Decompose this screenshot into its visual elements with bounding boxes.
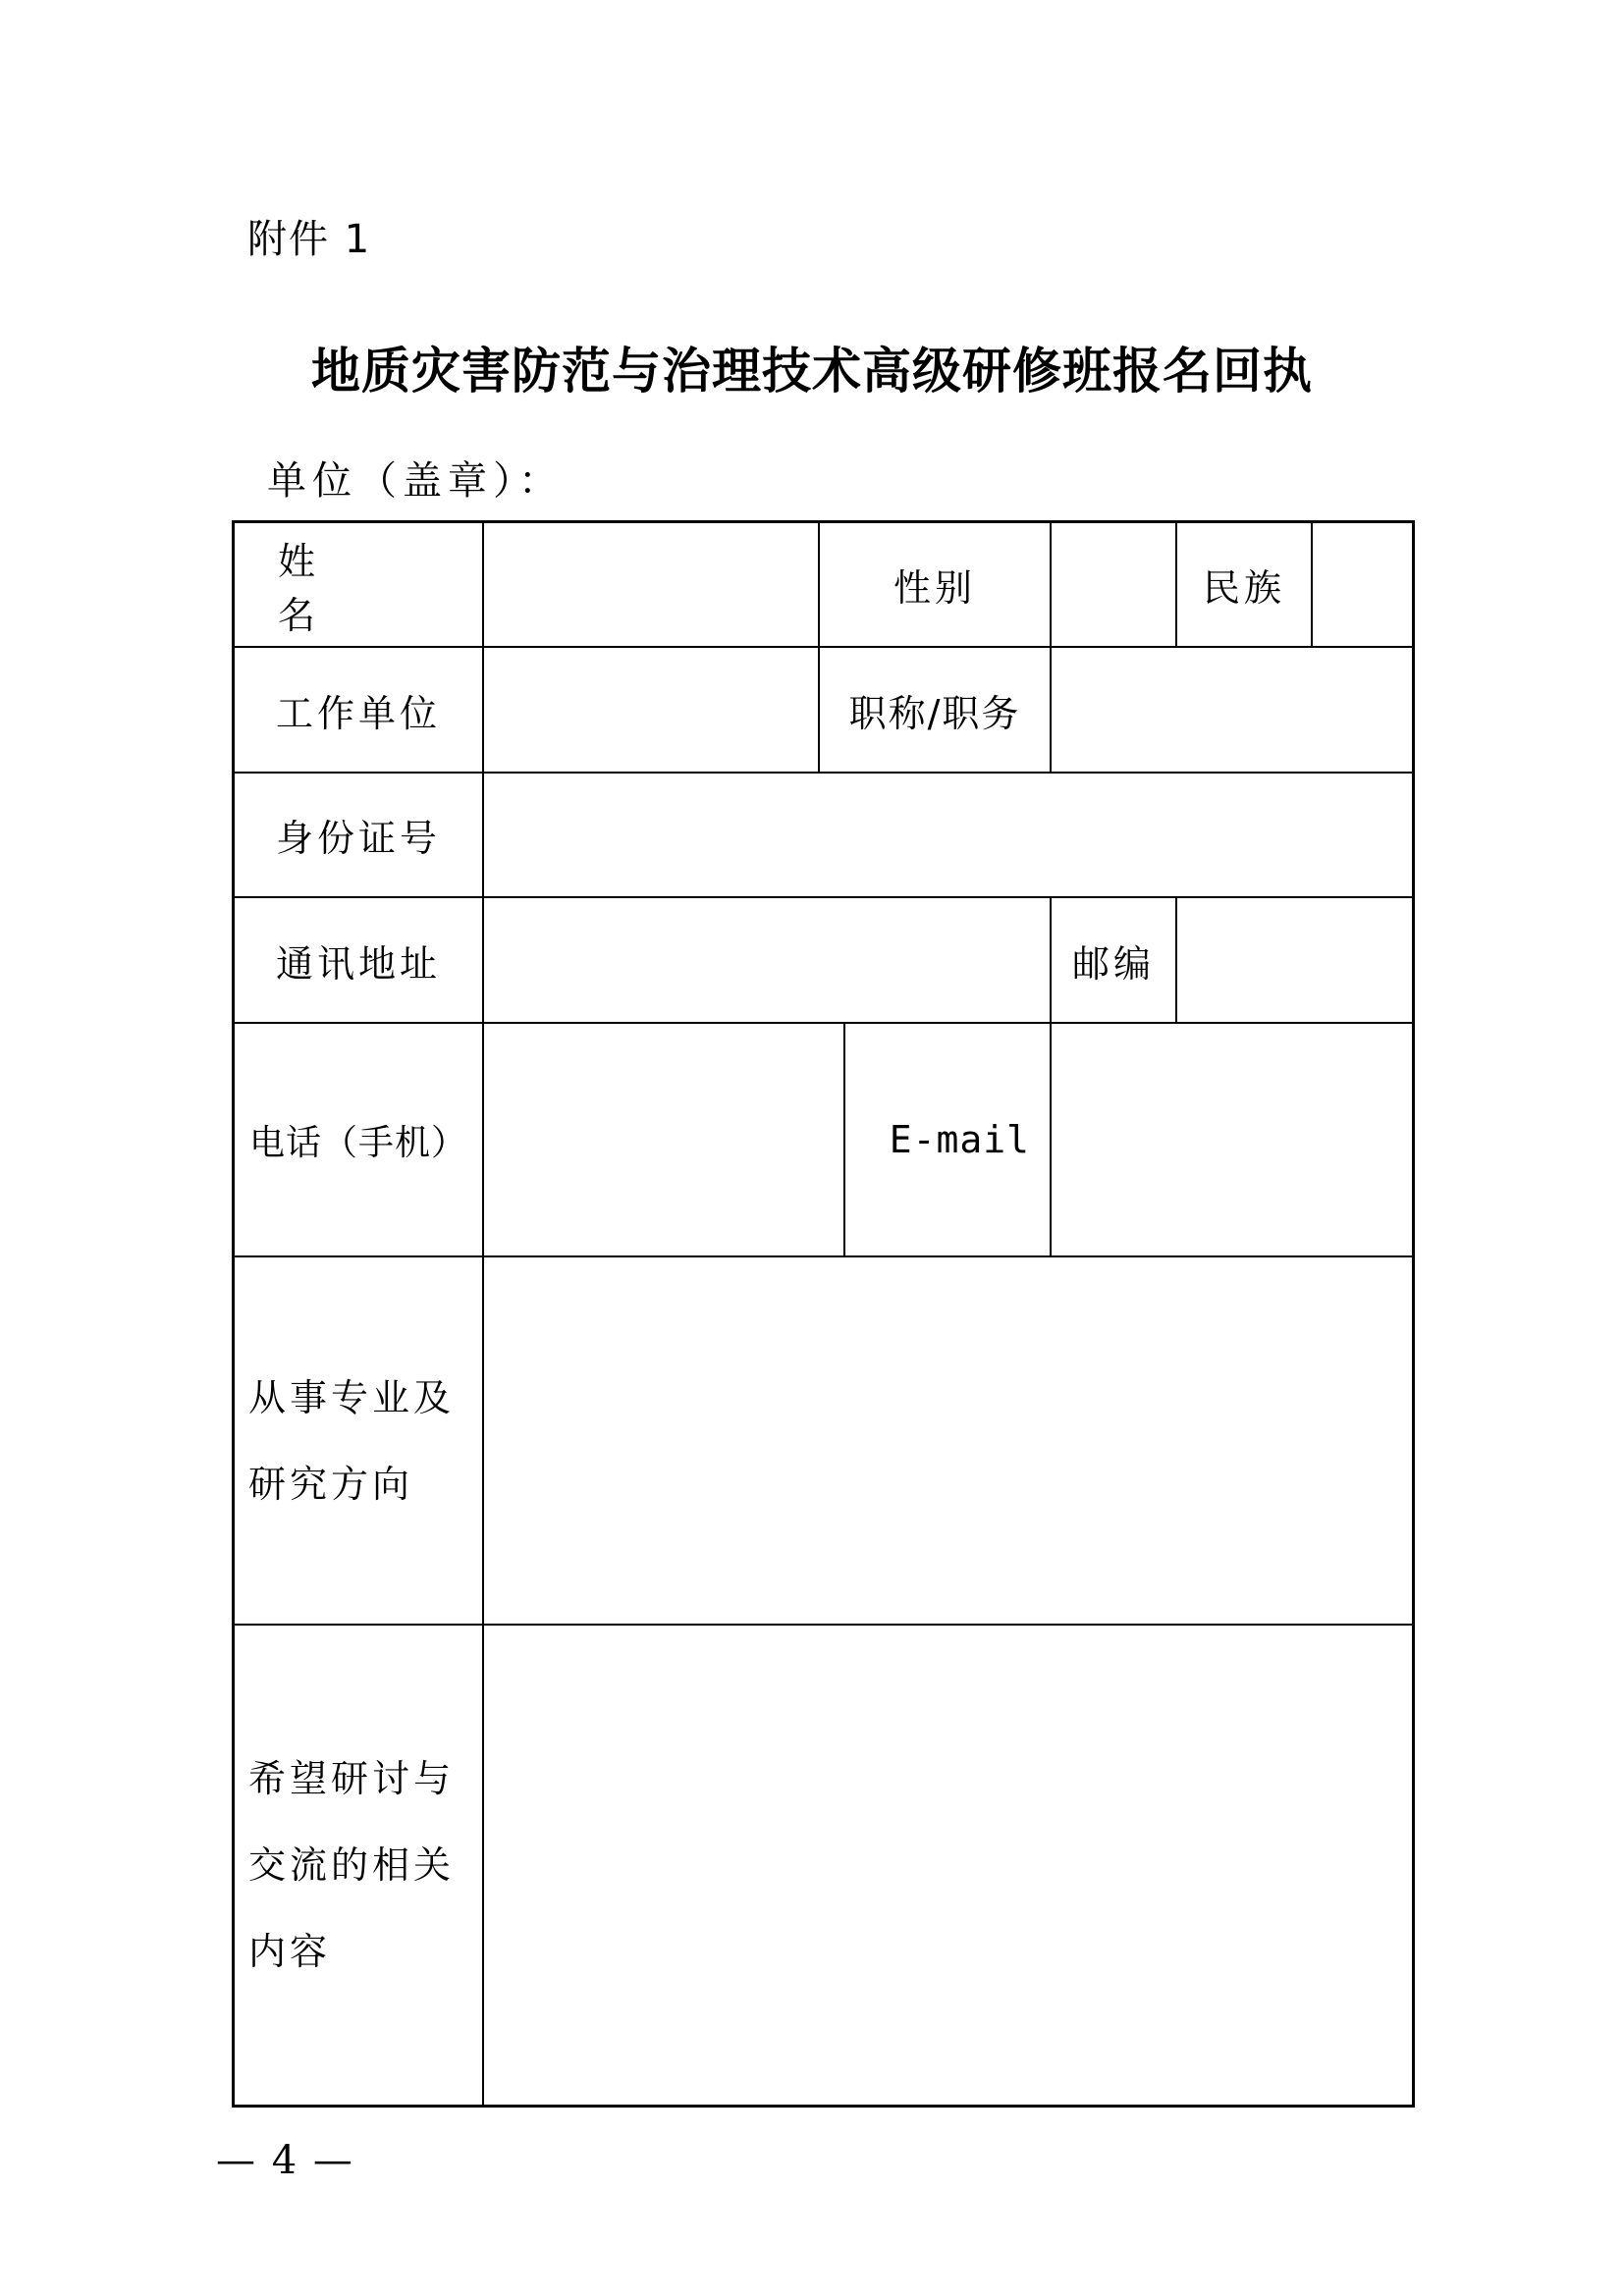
topics-label-line3: 内容 [248, 1930, 332, 1973]
postcode-field[interactable] [1177, 898, 1412, 1022]
unit-stamp-label: 单位（盖章）： [267, 458, 564, 504]
email-label: E-mail [889, 1118, 1030, 1161]
topics-field[interactable] [484, 1626, 1412, 2105]
phone-label: 电话（手机） [248, 1122, 467, 1163]
ethnicity-label: 民族 [1202, 566, 1285, 610]
topics-label [235, 1626, 482, 2105]
address-label: 通讯地址 [275, 941, 441, 986]
workplace-label: 工作单位 [275, 691, 441, 735]
specialty-label-line2: 研究方向 [248, 1462, 414, 1506]
gender-field[interactable] [1052, 523, 1175, 646]
specialty-field[interactable] [484, 1257, 1412, 1624]
gender-label: 性别 [893, 566, 976, 610]
id-number-field[interactable] [484, 774, 1412, 896]
specialty-label [235, 1257, 482, 1624]
email-field[interactable] [1052, 1024, 1412, 1255]
registration-form-table [232, 520, 1415, 2108]
topics-label-line1: 希望研讨与 [248, 1757, 456, 1800]
document-title: 地质灾害防范与治理技术高级研修班报名回执 [311, 342, 1313, 400]
page-number: — 4 — [216, 2138, 354, 2183]
title-position-label: 职称/职务 [848, 691, 1021, 735]
id-number-label: 身份证号 [275, 817, 441, 860]
name-field[interactable] [484, 523, 818, 646]
postcode-label: 邮编 [1071, 941, 1155, 986]
name-label: 姓 名 [278, 539, 359, 637]
address-field[interactable] [484, 898, 1050, 1022]
workplace-field[interactable] [484, 648, 818, 772]
specialty-label-line1: 从事专业及 [248, 1375, 456, 1419]
ethnicity-field[interactable] [1313, 523, 1412, 646]
attachment-label: 附件 1 [247, 217, 372, 262]
title-position-field[interactable] [1052, 648, 1412, 772]
phone-field[interactable] [484, 1024, 843, 1255]
topics-label-line2: 交流的相关 [248, 1843, 456, 1887]
